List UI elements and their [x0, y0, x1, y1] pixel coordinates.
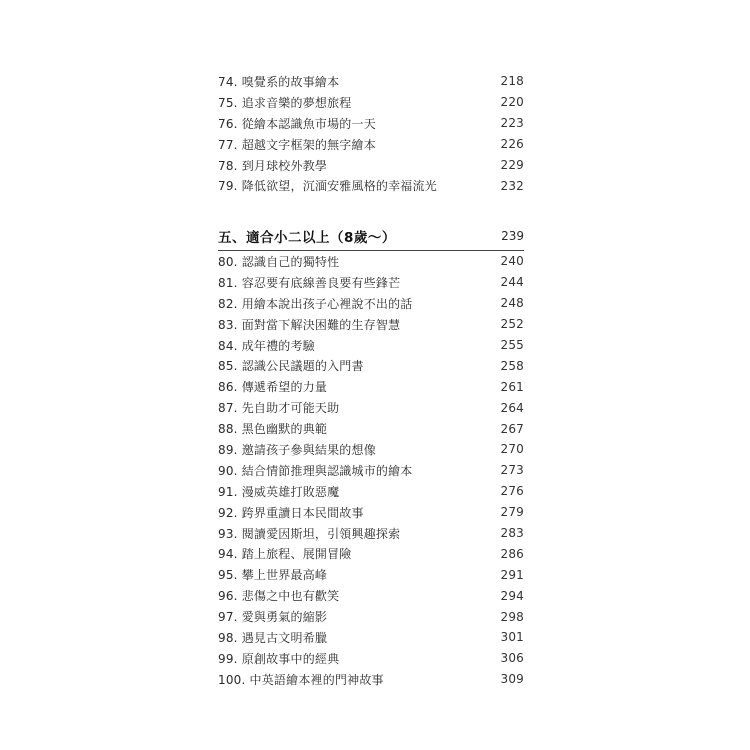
toc-list-before — [218, 71, 524, 196]
section-title: 五、適合小二以上（8歲～） — [218, 230, 396, 246]
toc-entry — [218, 92, 524, 113]
toc-entry-title: 91. 漫威英雄打敗惡魔 — [218, 484, 340, 499]
toc-entry-title: 97. 愛與勇氣的縮影 — [218, 610, 328, 625]
toc-entry-title: 79. 降低欲望，沉湎安雅風格的幸福流光 — [218, 179, 437, 194]
toc-entry — [218, 251, 524, 272]
toc-entry-title: 87. 先自助才可能天助 — [218, 401, 340, 416]
toc-entry-title: 74. 嗅覺系的故事繪本 — [218, 74, 340, 89]
toc-entry-page-number: 258 — [500, 358, 524, 373]
toc-entry-title: 78. 到月球校外教學 — [218, 158, 328, 173]
toc-entry — [218, 439, 524, 460]
toc-entry — [218, 155, 524, 176]
toc-entry-page-number: 229 — [500, 158, 524, 172]
toc-entry — [218, 669, 524, 690]
toc-entry — [218, 175, 524, 196]
toc-entry — [218, 564, 524, 585]
toc-entry-page-number: 309 — [500, 672, 524, 687]
toc-entry-title: 98. 遇見古文明希臘 — [218, 630, 328, 645]
toc-entry — [218, 502, 524, 523]
toc-entry-title: 99. 原創故事中的經典 — [218, 651, 340, 666]
toc-entry-page-number: 255 — [500, 338, 524, 352]
toc-entry-page-number: 261 — [500, 379, 524, 394]
toc-entry-page-number: 252 — [500, 317, 524, 332]
toc-entry-page-number: 244 — [500, 275, 524, 290]
toc-entry-page-number: 306 — [500, 651, 524, 666]
toc-entry-page-number: 240 — [500, 254, 524, 269]
toc-entry-title: 89. 邀請孩子參與結果的想像 — [218, 442, 376, 457]
toc-entry-title: 80. 認識自己的獨特性 — [218, 254, 340, 269]
toc-entry — [218, 627, 524, 648]
toc-entry-title: 85. 認識公民議題的入門書 — [218, 359, 364, 374]
toc-entry-title: 84. 成年禮的考驗 — [218, 338, 315, 353]
toc-entry — [218, 314, 524, 335]
toc-entry-page-number: 276 — [500, 484, 524, 499]
toc-list-after — [218, 251, 524, 690]
toc-entry-title: 75. 追求音樂的夢想旅程 — [218, 95, 352, 110]
toc-entry-page-number: 273 — [500, 463, 524, 478]
toc-entry-page-number: 226 — [500, 137, 524, 152]
section-page-number: 239 — [501, 229, 524, 243]
toc-entry — [218, 335, 524, 356]
toc-entry-title: 77. 超越文字框架的無字繪本 — [218, 137, 376, 152]
toc-entry-title: 81. 容忍要有底線善良要有些鋒芒 — [218, 275, 401, 290]
toc-entry-page-number: 270 — [500, 442, 524, 457]
toc-entry-title: 92. 跨界重讀日本民間故事 — [218, 505, 364, 520]
toc-entry — [218, 134, 524, 155]
toc-entry — [218, 523, 524, 544]
toc-entry — [218, 397, 524, 418]
toc-entry-title: 93. 閱讀愛因斯坦，引領興趣探索 — [218, 526, 401, 541]
toc-entry-title: 82. 用繪本說出孩子心裡說不出的話 — [218, 296, 413, 311]
toc-entry-title: 90. 結合情節推理與認識城市的繪本 — [218, 463, 413, 478]
toc-entry-page-number: 218 — [500, 74, 524, 89]
toc-entry — [218, 648, 524, 669]
toc-entry — [218, 272, 524, 293]
toc-entry-page-number: 286 — [500, 546, 524, 561]
toc-entry-title: 100. 中英語繪本裡的門神故事 — [218, 672, 384, 687]
toc-entry — [218, 293, 524, 314]
toc-entry-page-number: 267 — [500, 421, 524, 436]
toc-entry-page-number: 279 — [500, 505, 524, 520]
toc-entry-page-number: 264 — [500, 400, 524, 415]
toc-entry-title: 96. 悲傷之中也有歡笑 — [218, 589, 340, 604]
toc-entry-page-number: 232 — [500, 178, 524, 193]
toc-entry — [218, 71, 524, 92]
toc-entry-title: 76. 從繪本認識魚市場的一天 — [218, 116, 376, 131]
toc-entry-title: 88. 黑色幽默的典範 — [218, 422, 328, 437]
toc-entry — [218, 481, 524, 502]
toc-entry — [218, 418, 524, 439]
toc-entry — [218, 543, 524, 564]
toc-entry-page-number: 223 — [500, 116, 524, 131]
toc-entry-page-number: 298 — [500, 609, 524, 624]
toc-entry-page-number: 294 — [500, 588, 524, 603]
toc-entry-page-number: 248 — [500, 296, 524, 311]
toc-entry — [218, 585, 524, 606]
toc-entry — [218, 460, 524, 481]
toc-entry-title: 95. 攀上世界最高峰 — [218, 568, 328, 583]
toc-entry-page-number: 301 — [500, 630, 524, 645]
toc-entry — [218, 355, 524, 376]
section-heading — [218, 224, 524, 248]
toc-entry-title: 86. 傳遞希望的力量 — [218, 380, 328, 395]
toc-entry-page-number: 220 — [500, 95, 524, 110]
toc-entry-page-number: 291 — [500, 567, 524, 582]
toc-entry — [218, 376, 524, 397]
toc-entry-page-number: 283 — [500, 526, 524, 541]
toc-entry — [218, 606, 524, 627]
toc-entry-title: 83. 面對當下解決困難的生存智慧 — [218, 317, 401, 332]
toc-entry-title: 94. 踏上旅程、展開冒險 — [218, 547, 352, 562]
toc-entry — [218, 113, 524, 134]
